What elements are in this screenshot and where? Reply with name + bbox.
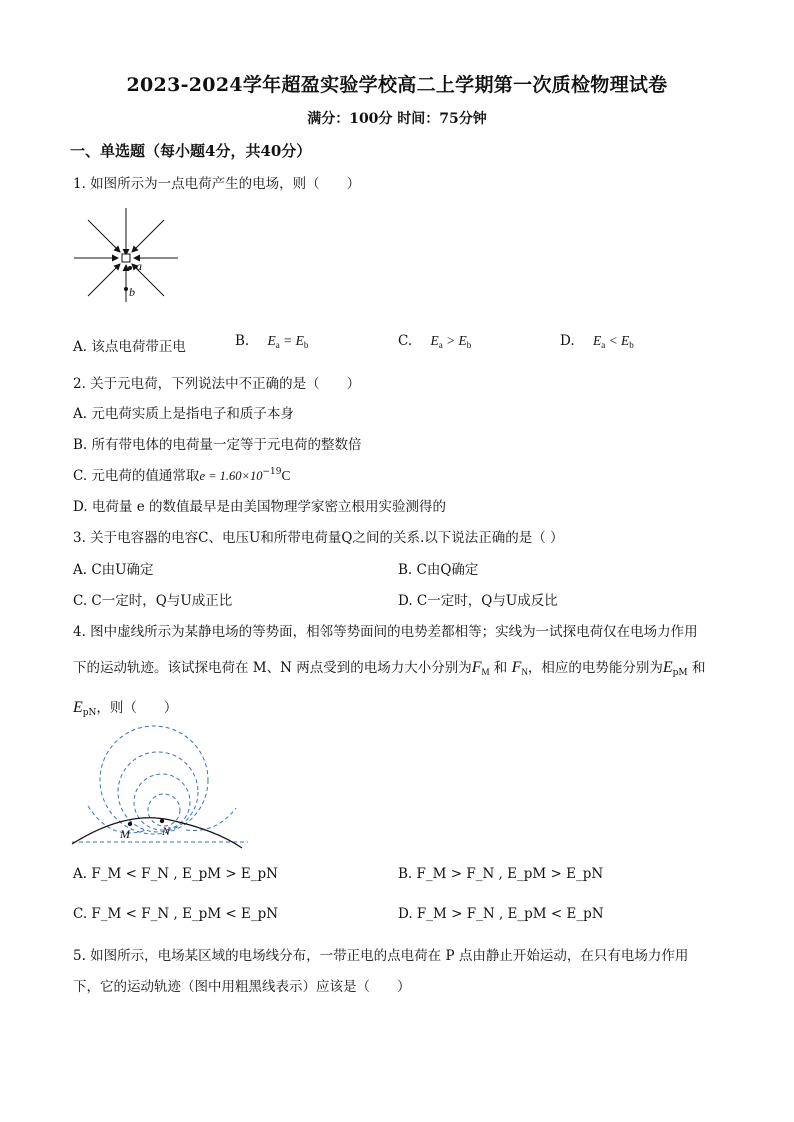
q4-fn-sub: N xyxy=(521,667,528,677)
q2-option-b[interactable]: B. 所有带电体的电荷量一定等于元电荷的整数倍 xyxy=(73,437,362,453)
q4-epn: E xyxy=(73,699,83,716)
point-b-label: b xyxy=(129,285,135,299)
q2-option-c[interactable] xyxy=(73,464,291,484)
q2-option-c-text: C. 元电荷的值通常取 xyxy=(73,468,200,484)
q4-line2-text-b: ，相应的电势能分别为 xyxy=(527,660,663,676)
q4-epm-sub: pM xyxy=(672,668,688,678)
q4-line2-text-a: 下的运动轨迹。该试探电荷在 M、N 两点受到的电场力大小分别为 xyxy=(73,660,472,676)
q1-option-c-rel: > E xyxy=(442,333,467,348)
q1-option-c-e: E xyxy=(430,333,439,348)
q4-fm-sub: M xyxy=(481,667,490,677)
question-3-stem: 3. 关于电容器的电容C、电压U和所带电荷量Q之间的关系.以下说法正确的是（ ） xyxy=(73,530,564,546)
question-4-line-2 xyxy=(73,656,705,678)
q4-fn: F xyxy=(511,659,522,676)
page-title: 2023-2024学年超盈实验学校高二上学期第一次质检物理试卷 xyxy=(126,74,668,96)
question-4-line-3 xyxy=(73,696,177,718)
question-5-line-2: 下，它的运动轨迹（图中用粗黑线表示）应该是（ ） xyxy=(73,979,411,995)
q1-option-d-e: E xyxy=(592,333,602,348)
q1-option-b-sub1: a xyxy=(275,340,280,350)
q1-option-c-sub2: b xyxy=(466,340,472,350)
q1-option-c-prefix: C. xyxy=(398,333,413,349)
q1-option-b[interactable] xyxy=(235,333,308,350)
q4-line2-text-c: 和 xyxy=(687,660,706,676)
q1-option-b-e: E xyxy=(267,333,276,348)
question-4-line-1: 4. 图中虚线所示为某静电场的等势面，相邻等势面间的电势差都相等；实线为一试探电荷仅在电场力作用 xyxy=(73,624,698,640)
q4-option-b[interactable]: B. F_M > F_N , E_pM > E_pN xyxy=(398,866,604,882)
question-2-stem: 2. 关于元电荷，下列说法中不正确的是（ ） xyxy=(73,376,361,392)
q4-and: 和 xyxy=(489,660,512,676)
q1-option-d-sub1: a xyxy=(601,340,606,350)
question-4-equipotential-figure xyxy=(66,722,256,850)
q1-option-b-sub2: b xyxy=(303,340,309,350)
section-heading-single-choice: 一、单选题（每小题4分，共40分） xyxy=(70,142,312,160)
q1-option-d-sub2: b xyxy=(629,340,634,350)
q1-option-d-prefix: D. xyxy=(560,333,575,349)
question-1-stem: 1. 如图所示为一点电荷产生的电场，则（ ） xyxy=(73,176,361,192)
q3-option-d[interactable]: D. C一定时，Q与U成反比 xyxy=(398,593,558,609)
q4-option-a[interactable]: A. F_M < F_N , E_pM > E_pN xyxy=(73,866,278,882)
q4-fm: F xyxy=(471,659,482,676)
q1-option-b-prefix: B. xyxy=(235,333,250,349)
q1-option-c-sub1: a xyxy=(438,340,443,350)
q4-line3-tail: ，则（ ） xyxy=(96,700,178,716)
q2-option-c-math: e = 1.60×10 xyxy=(199,469,263,483)
q2-option-c-unit: C xyxy=(281,468,291,483)
q2-option-a[interactable]: A. 元电荷实质上是指电子和质子本身 xyxy=(73,406,294,422)
exam-info: 满分：100分 时间：75分钟 xyxy=(307,111,487,127)
q2-option-c-exp: −19 xyxy=(262,467,282,477)
q1-option-a[interactable]: A. 该点电荷带正电 xyxy=(73,339,186,355)
q2-option-d[interactable]: D. 电荷量 e 的数值最早是由美国物理学家密立根用实验测得的 xyxy=(73,499,446,515)
q1-option-d[interactable] xyxy=(560,333,634,350)
q1-option-c[interactable] xyxy=(398,333,471,350)
point-a-label: a xyxy=(136,259,142,273)
q3-option-a[interactable]: A. C由U确定 xyxy=(73,562,154,578)
q4-epn-sub: pN xyxy=(82,708,97,718)
q1-option-d-rel: < E xyxy=(605,333,630,348)
q3-option-c[interactable]: C. C一定时，Q与U成正比 xyxy=(73,593,233,609)
q3-option-b[interactable]: B. C由Q确定 xyxy=(398,562,479,578)
q1-option-b-rel: = E xyxy=(279,333,304,348)
question-1-field-figure xyxy=(66,200,186,310)
point-n-label: N xyxy=(162,824,171,838)
point-m-label: M xyxy=(120,827,130,841)
q4-option-c[interactable]: C. F_M < F_N , E_pM < E_pN xyxy=(73,906,279,922)
question-5-line-1: 5. 如图所示，电场某区域的电场线分布，一带正电的点电荷在 P 点由静止开始运动，在只有电场力作用 xyxy=(73,948,689,964)
q4-epm: E xyxy=(662,659,673,676)
q4-option-d[interactable]: D. F_M > F_N , E_pM < E_pN xyxy=(398,906,604,922)
